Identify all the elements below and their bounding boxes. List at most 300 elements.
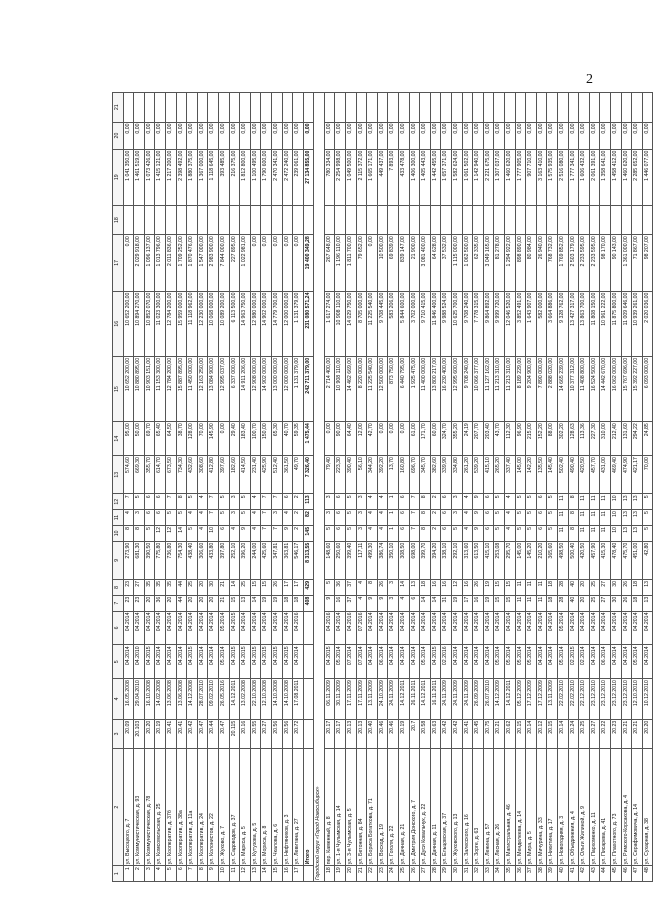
table-cell — [473, 205, 484, 234]
table-header-row — [113, 93, 124, 882]
table-cell: 5 844 600,00 — [399, 291, 410, 356]
table-cell: 15 — [271, 866, 282, 882]
table-cell: 4 — [504, 494, 515, 510]
table-cell: 8 — [176, 494, 187, 510]
table-cell: 355,20 — [452, 422, 463, 456]
table-cell: 2 516 080,00 — [557, 149, 568, 205]
table-cell: 8 — [420, 494, 431, 510]
table-cell: 0,00 — [187, 122, 198, 149]
table-cell: 0,00 — [282, 235, 293, 291]
table-cell: 5 — [547, 494, 558, 510]
table-cell: 11 — [557, 525, 568, 541]
table-cell: 0,00 — [504, 122, 515, 149]
table-cell: 4 — [197, 525, 208, 541]
table-cell — [324, 205, 335, 234]
table-cell: 13.11.2009 — [547, 679, 558, 720]
table-cell: 05.2014 — [632, 645, 643, 679]
table-cell: 8 — [367, 580, 378, 596]
table-cell: ул. Ельцовская, д. 37 — [441, 749, 452, 866]
table-cell: 04.2014 — [483, 645, 494, 679]
table-cell: 145,00 — [515, 541, 526, 579]
table-cell: 9 — [473, 525, 484, 541]
column-header: 21 — [113, 93, 124, 123]
table-cell: 3 — [452, 494, 463, 510]
table-cell: 18 — [293, 595, 304, 611]
table-cell: 0,00 — [610, 122, 621, 149]
table-cell: 8 189 229,00 — [515, 356, 526, 421]
table-cell: 150,00 — [261, 422, 272, 456]
table-cell: 1 196 110,00 — [335, 235, 346, 291]
table-cell: 82 — [303, 510, 314, 526]
table-cell — [600, 205, 611, 234]
table-cell: 15 767 696,00 — [621, 356, 632, 421]
table-cell: 20.24 — [568, 719, 579, 748]
table-cell: 113 — [303, 494, 314, 510]
table-cell: 7 — [409, 494, 420, 510]
table-cell: 23 — [377, 866, 388, 882]
table-cell: 04.2014 — [621, 611, 632, 645]
table-cell: 04.2014 — [155, 645, 166, 679]
table-cell: 20 — [197, 580, 208, 596]
table-cell: 1 367 000,00 — [197, 149, 208, 205]
table-cell: 7 — [261, 525, 272, 541]
table-cell: 1 118 645,00 — [208, 149, 219, 205]
table-cell: 16 — [441, 580, 452, 596]
table-cell: 898 890,00 — [515, 235, 526, 291]
table-cell: 8 — [420, 525, 431, 541]
table-cell: 20.58 — [420, 719, 431, 748]
table-cell: 1 446 077,00 — [642, 149, 653, 205]
table-cell: 15 — [494, 580, 505, 596]
column-header: 17 — [113, 235, 124, 291]
table-cell: 5 — [346, 510, 357, 526]
table-cell: 20.63 — [430, 719, 441, 748]
table-cell — [430, 93, 441, 123]
table-row — [409, 93, 420, 882]
table-cell: 24.11.2009 — [462, 679, 473, 720]
table-cell: 11 225 540,00 — [367, 291, 378, 356]
table-cell: 112,30 — [504, 422, 515, 456]
table-cell: 20.25 — [579, 719, 590, 748]
table-cell: 2 472 240,00 — [282, 149, 293, 205]
table-cell: 04.2014 — [367, 645, 378, 679]
table-cell: 19 — [452, 595, 463, 611]
table-cell: 14 — [229, 580, 240, 596]
table-cell: 5 — [515, 494, 526, 510]
table-cell: 0,00 — [579, 122, 590, 149]
table-cell: 16.11.2011 — [430, 679, 441, 720]
table-cell: ул. Нефтяников, д. 3 — [282, 749, 293, 866]
table-cell: 12 980 000,00 — [250, 291, 261, 356]
table-cell: 839 147,00 — [399, 235, 410, 291]
table-cell: 04.2016 — [293, 611, 304, 645]
table-cell: ул. Высоцкого, д. 7 — [123, 749, 134, 866]
table-cell: ул. Маркса, д. 5 — [240, 749, 251, 866]
table-cell: 04.2016 — [324, 611, 335, 645]
table-cell: 294,22 — [632, 422, 643, 456]
table-cell — [356, 93, 367, 123]
table-cell: 39 — [547, 866, 558, 882]
table-cell: 10 652 200,00 — [123, 356, 134, 421]
table-cell: 4 — [377, 494, 388, 510]
table-cell: 142,20 — [526, 456, 537, 494]
table-cell: 780 334,00 — [324, 149, 335, 205]
table-cell: 20.45 — [473, 719, 484, 748]
table-cell: 22 — [367, 866, 378, 882]
table-cell — [462, 93, 473, 123]
table-cell: 38 — [536, 866, 547, 882]
table-cell: 9 708 240,00 — [462, 291, 473, 356]
table-cell: 9 204 900,00 — [526, 356, 537, 421]
table-cell: 04.2014 — [589, 645, 600, 679]
table-cell: 13 — [632, 510, 643, 526]
table-cell: пер. Каменный, д. 8 — [324, 749, 335, 866]
table-cell: ул. Дуси Ковальчук, д. 22 — [420, 749, 431, 866]
table-cell — [600, 93, 611, 123]
table-cell: 4 — [197, 494, 208, 510]
table-cell: 13 800 217,00 — [430, 356, 441, 421]
table-cell: 2 233 595,00 — [589, 235, 600, 291]
table-cell: 6 — [335, 510, 346, 526]
table-cell: ул. Комсомольская, д. 25 — [155, 749, 166, 866]
table-cell: 13 000 000,00 — [271, 356, 282, 421]
table-cell — [494, 93, 505, 123]
table-cell — [441, 205, 452, 234]
table-cell: 12 908 000,00 — [250, 356, 261, 421]
table-cell — [303, 611, 314, 645]
table-cell — [409, 93, 420, 123]
table-cell: 16 062 000,00 — [610, 356, 621, 421]
table-cell: 2 254 998,00 — [335, 149, 346, 205]
table-cell: 13 — [240, 595, 251, 611]
table-cell: 2 — [293, 494, 304, 510]
table-cell: 681,30 — [134, 541, 145, 579]
table-cell — [420, 93, 431, 123]
table-cell: 160,80 — [399, 456, 410, 494]
table-cell: 40 — [557, 866, 568, 882]
table-cell: 15 959 000,00 — [176, 291, 187, 356]
table-cell: 8 — [568, 525, 579, 541]
table-row — [197, 93, 208, 882]
table-cell: 11 127 162,00 — [483, 356, 494, 421]
table-cell: 27 — [420, 866, 431, 882]
table-cell: 04.2014 — [473, 611, 484, 645]
table-cell: ул. Зорге, д. 63 — [473, 749, 484, 866]
table-row — [187, 93, 198, 882]
table-cell: 0,00 — [335, 122, 346, 149]
table-row — [250, 93, 261, 882]
table-cell: 16 — [282, 866, 293, 882]
table-cell: 34 — [494, 866, 505, 882]
table-cell: 04.2014 — [610, 645, 621, 679]
table-cell: 70,00 — [642, 456, 653, 494]
table-cell — [123, 93, 134, 123]
table-cell: 04.2014 — [377, 611, 388, 645]
table-cell: 18 — [547, 580, 558, 596]
table-cell: 20.20 — [144, 719, 155, 748]
table-cell: 04.2014 — [526, 611, 537, 645]
table-cell: 267 648,00 — [324, 235, 335, 291]
table-cell: 0,00 — [123, 235, 134, 291]
table-cell: 23 — [134, 595, 145, 611]
table-cell: 8 — [420, 510, 431, 526]
table-cell: 0,00 — [271, 235, 282, 291]
table-cell: 05.2014 — [504, 645, 515, 679]
table-cell: 365,60 — [547, 541, 558, 579]
table-cell: 17 — [462, 595, 473, 611]
table-cell: 14.12.2011 — [229, 679, 240, 720]
table-cell: ул. Менделеева, д. 14 — [515, 749, 526, 866]
table-cell: 36 — [335, 580, 346, 596]
table-cell: 81 278,00 — [494, 235, 505, 291]
table-cell: 05.2014 — [420, 645, 431, 679]
table-cell: 20.23 — [610, 719, 621, 748]
table-cell: 11 023 300,00 — [155, 291, 166, 356]
table-cell: ул. Колонистов, д. 22 — [208, 749, 219, 866]
table-cell: 20 — [208, 595, 219, 611]
table-cell: 14 — [250, 595, 261, 611]
table-cell: 231,40 — [250, 456, 261, 494]
column-header: 5 — [113, 645, 124, 679]
data-table — [112, 92, 653, 882]
table-cell — [568, 93, 579, 123]
table-cell: 30 — [208, 580, 219, 596]
table-cell: 145 — [303, 525, 314, 541]
table-cell: 308,60 — [197, 456, 208, 494]
column-header: 15 — [113, 356, 124, 421]
table-cell: 3 — [229, 510, 240, 526]
table-cell: 30 — [452, 866, 463, 882]
table-cell: 17 — [282, 580, 293, 596]
table-cell: 302,20 — [557, 422, 568, 456]
table-cell: 9 — [367, 595, 378, 611]
table-cell: 415,30 — [600, 541, 611, 579]
table-cell — [303, 93, 314, 123]
table-cell: 11 213 310,00 — [494, 356, 505, 421]
table-cell: 04.2014 — [176, 611, 187, 645]
table-cell: 8 — [134, 525, 145, 541]
table-cell: 415,10 — [483, 456, 494, 494]
table-cell: 5 — [346, 525, 357, 541]
table-cell: 210,20 — [536, 541, 547, 579]
table-cell: 64,50 — [165, 422, 176, 456]
table-cell: 433,80 — [208, 541, 219, 579]
table-cell: 4 — [377, 525, 388, 541]
table-cell: 1 061 502,00 — [462, 149, 473, 205]
table-cell: ул. Мориса, д. 8 — [261, 749, 272, 866]
table-cell: 754,30 — [176, 541, 187, 579]
table-cell: 0,00 — [547, 122, 558, 149]
table-cell: 8 — [568, 510, 579, 526]
table-cell: 9 988 524,00 — [441, 291, 452, 356]
table-cell: 04.2015 — [430, 645, 441, 679]
table-cell: 04.2014 — [208, 611, 219, 645]
table-cell: 13 — [632, 525, 643, 541]
total-row — [303, 93, 314, 882]
table-cell: 1 — [388, 494, 399, 510]
table-cell — [536, 93, 547, 123]
table-cell: 8 — [123, 525, 134, 541]
table-cell: 05.2014 — [557, 645, 568, 679]
table-cell: 212,40 — [610, 422, 621, 456]
table-cell: 1 294 922,00 — [504, 235, 515, 291]
table-cell: 02.2016 — [441, 645, 452, 679]
table-cell: 24 — [388, 866, 399, 882]
table-cell: 415,10 — [483, 541, 494, 579]
section-title: Городской округ «Город Новосибирск» — [314, 93, 325, 882]
table-cell: 04.2014 — [515, 611, 526, 645]
table-cell: 0,00 — [409, 122, 420, 149]
table-cell: 04.2014 — [134, 611, 145, 645]
table-row — [324, 93, 335, 882]
table-cell: 12 784 200,00 — [165, 356, 176, 421]
section-row — [314, 93, 325, 882]
table-cell: 2 503 179,00 — [568, 235, 579, 291]
table-cell: 414,50 — [240, 456, 251, 494]
table-cell: 6 — [409, 595, 420, 611]
table-cell: 6 — [483, 525, 494, 541]
table-cell: 8 313,55 — [303, 541, 314, 579]
table-cell — [632, 205, 643, 234]
table-row — [271, 93, 282, 882]
table-cell: 0,00 — [324, 122, 335, 149]
table-cell: 04.2014 — [271, 611, 282, 645]
table-cell: 20.21 — [494, 719, 505, 748]
table-cell: 5 — [144, 525, 155, 541]
column-header: 14 — [113, 422, 124, 456]
table-cell: 3 — [229, 494, 240, 510]
column-header: 13 — [113, 456, 124, 494]
table-cell: 05.2014 — [557, 611, 568, 645]
table-cell: 4 — [377, 510, 388, 526]
table-cell: 397,60 — [218, 456, 229, 494]
table-cell: 04.2016 — [346, 611, 357, 645]
table-cell: 6 — [399, 525, 410, 541]
table-cell: 24.11.2009 — [441, 679, 452, 720]
table-cell: 98 170,00 — [600, 235, 611, 291]
table-cell: 3 — [324, 510, 335, 526]
table-cell: 390,40 — [346, 456, 357, 494]
table-cell: 8 220 000,00 — [356, 356, 367, 421]
table-cell: 6 — [144, 494, 155, 510]
table-cell: 4 — [356, 580, 367, 596]
table-cell: 11 — [526, 580, 537, 596]
table-cell: 399,70 — [420, 541, 431, 579]
table-cell: 3 081 400,00 — [420, 235, 431, 291]
table-cell: ул. Сухарная, д. 38 — [642, 749, 653, 866]
table-cell: 12.10.2010 — [632, 679, 643, 720]
table-cell: 04.2014 — [536, 645, 547, 679]
table-cell — [452, 205, 463, 234]
table-row — [134, 93, 145, 882]
table-cell: 26 — [621, 595, 632, 611]
table-cell: 9 — [208, 866, 219, 882]
table-cell: 11 — [579, 525, 590, 541]
table-cell: 1 415 121,00 — [155, 149, 166, 205]
table-cell: 15 — [261, 580, 272, 596]
table-row — [430, 93, 441, 882]
table-cell: 04.2014 — [208, 645, 219, 679]
table-cell: 12 163 250,00 — [197, 356, 208, 421]
table-cell: 7 — [123, 494, 134, 510]
table-cell: 20 — [579, 595, 590, 611]
table-row — [261, 93, 272, 882]
table-cell: ул. Объединения, д. 4 — [568, 749, 579, 866]
table-cell: 04.2015 — [229, 611, 240, 645]
table-row — [335, 93, 346, 882]
table-cell: 6 — [144, 510, 155, 526]
table-cell: 207,70 — [473, 422, 484, 456]
table-cell: 907 710,00 — [526, 149, 537, 205]
table-cell: 1 460 620,00 — [504, 149, 515, 205]
table-cell: 20.103 — [134, 719, 145, 748]
table-cell: 6 — [536, 525, 547, 541]
table-cell: 29 — [441, 866, 452, 882]
table-row — [589, 93, 600, 882]
table-cell: ул. Кооператив, д. 38а — [176, 749, 187, 866]
table-cell: 10 894 270,00 — [134, 291, 145, 356]
table-cell: 1 — [388, 510, 399, 526]
table-cell: 14 665 239,00 — [557, 356, 568, 421]
table-cell: 128,00 — [187, 422, 198, 456]
table-cell: 4 — [462, 494, 473, 510]
table-cell: 15 — [494, 595, 505, 611]
table-cell — [547, 93, 558, 123]
table-cell — [462, 205, 473, 234]
table-cell: 11 — [579, 510, 590, 526]
table-cell: 2 — [430, 525, 441, 541]
table-cell: 0,00 — [250, 235, 261, 291]
table-cell: 382,60 — [430, 456, 441, 494]
table-cell: 23 — [123, 595, 134, 611]
table-cell — [155, 205, 166, 234]
table-cell: 306,60 — [197, 541, 208, 579]
table-cell: 227 895,00 — [229, 235, 240, 291]
table-cell: 20.40 — [367, 719, 378, 748]
table-cell: 20.7 — [409, 719, 420, 748]
table-cell: 26 — [377, 580, 388, 596]
table-cell — [303, 679, 314, 720]
table-cell: 20.41 — [165, 719, 176, 748]
table-cell: ул. Восход, д. 19 — [377, 749, 388, 866]
column-header: 2 — [113, 749, 124, 866]
table-cell: 20.62 — [504, 719, 515, 748]
table-cell: 2 285 652,00 — [632, 149, 643, 205]
table-cell: 42,80 — [642, 541, 653, 579]
table-cell: 32 — [473, 866, 484, 882]
table-cell: 20.21 — [621, 719, 632, 748]
table-cell: 457,90 — [589, 541, 600, 579]
table-cell: 734,30 — [176, 456, 187, 494]
table-cell: 1 606 432,00 — [579, 149, 590, 205]
table-cell: ул. Дачная, д. 11 — [430, 749, 441, 866]
table-cell: 64,40 — [346, 422, 357, 456]
table-cell: 0,00 — [324, 422, 335, 456]
table-row — [144, 93, 155, 882]
table-cell — [293, 93, 304, 123]
table-cell: 3 — [388, 595, 399, 611]
table-cell: 412,80 — [208, 456, 219, 494]
table-cell: 19 400 349,28 — [303, 235, 314, 291]
table-cell: 2 — [293, 510, 304, 526]
table-cell: 433 478,00 — [399, 149, 410, 205]
table-cell — [165, 205, 176, 234]
column-header: 9 — [113, 541, 124, 579]
table-cell: 20.16 — [240, 719, 251, 748]
column-header: 19 — [113, 149, 124, 205]
table-cell: 45 — [610, 866, 621, 882]
table-cell: 04.2014 — [536, 611, 547, 645]
